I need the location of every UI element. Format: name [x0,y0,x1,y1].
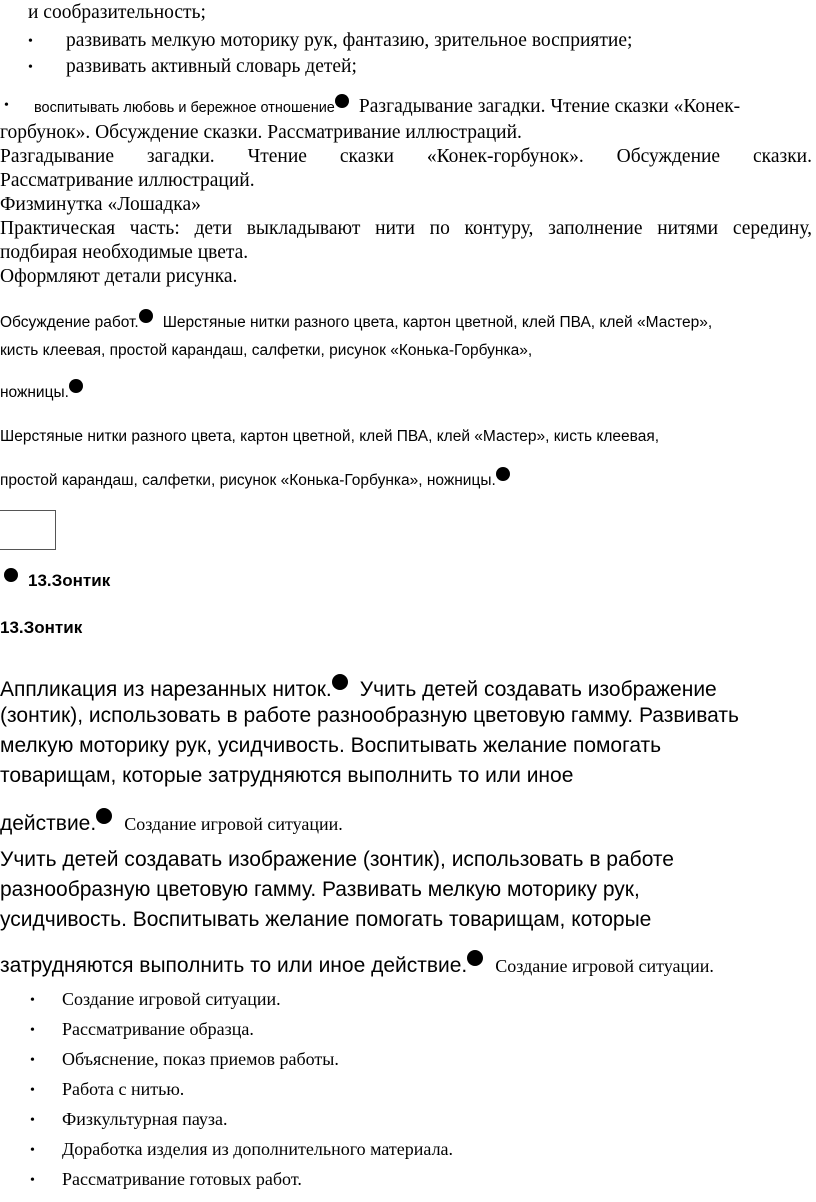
text-line: кисть клеевая, простой карандаш, салфетки, рисунок «Конька-Горбунка», [0,342,533,359]
text-line [0,674,717,702]
text-segment: Шерстяные нитки разного цвета, картон цветной, клей ПВА, клей «Мастер», [162,314,713,331]
text-segment: ножницы. [0,384,69,401]
text-line: мелкую моторику рук, усидчивость. Воспитывать желание помогать [0,734,662,757]
list-item: развивать активный словарь детей; [66,56,357,77]
text-line: усидчивость. Воспитывать желание помогать товарищам, которые [0,908,652,931]
bullet-icon [30,1053,35,1069]
bullet-icon [4,98,9,114]
text-line: Шерстяные нитки разного цвета, картон цветной, клей ПВА, клей «Мастер», кисть клеевая, [0,428,660,445]
circle-bullet-icon [335,94,349,108]
circle-bullet-icon [467,950,483,966]
text-line: горбунок». Обсуждение сказки. Рассматривание иллюстраций. [0,122,522,143]
text-line: и сообразительность; [28,2,206,23]
bullet-icon [28,34,33,50]
circle-bullet-icon [4,568,18,582]
text-line: разнообразную цветовую гамму. Развивать мелкую моторику рук, [0,878,640,901]
text-segment: Аппликация из нарезанных ниток. [0,678,332,701]
list-item-text: Разгадывание загадки. Чтение сказки «Конек- [358,96,741,117]
bullet-icon [30,1023,35,1039]
list-item: Рассматривание образца. [62,1019,254,1039]
text-line [0,379,93,402]
list-item [34,94,740,118]
text-segment: Создание игровой ситуации. [495,956,714,976]
circle-bullet-icon [332,674,348,690]
text-line [0,467,520,490]
list-item: Рассматривание готовых работ. [62,1169,302,1189]
circle-bullet-icon [139,309,153,323]
list-item: Работа с нитью. [62,1079,185,1099]
circle-bullet-icon [96,808,112,824]
text-segment: затрудняются выполнить то или иное действие. [0,954,468,977]
bullet-icon [28,60,33,76]
list-item-label: воспитывать любовь и бережное отношение [34,100,335,116]
list-item: Доработка изделия из дополнительного материала. [62,1139,454,1159]
text-segment: Учить детей создавать изображение [359,678,717,701]
text-line [0,309,712,332]
text-line: товарищам, которые затрудняются выполнить то или иное [0,764,574,787]
circle-bullet-icon [69,379,83,393]
text-line: Рассматривание иллюстраций. [0,170,255,191]
bullet-icon [30,1143,35,1159]
text-segment: Создание игровой ситуации. [124,814,343,834]
empty-box [0,510,56,550]
text-line: подбирая необходимые цвета. [0,242,249,263]
list-item: Создание игровой ситуации. [62,989,281,1009]
text-line [0,808,343,836]
list-item: Объяснение, показ приемов работы. [62,1049,339,1069]
text-segment: простой карандаш, салфетки, рисунок «Конька-Горбунка», ножницы. [0,472,496,489]
bullet-icon [30,993,35,1009]
section-heading: 13.Зонтик [0,618,83,637]
text-line: Учить детей создавать изображение (зонтик), использовать в работе [0,848,674,871]
list-item: Физкультурная пауза. [62,1109,228,1129]
bullet-icon [30,1173,35,1189]
text-line [0,950,714,978]
text-line: Разгадывание загадки. Чтение сказки «Конек-горбунок». Обсуждение сказки. [0,146,812,167]
text-line: Физминутка «Лошадка» [0,194,201,215]
circle-bullet-icon [496,467,510,481]
list-item: развивать мелкую моторику рук, фантазию, зрительное восприятие; [66,30,633,51]
heading-text: 13.Зонтик [28,571,111,590]
text-segment: действие. [0,812,97,835]
text-line: (зонтик), использовать в работе разнообразную цветовую гамму. Развивать [0,704,739,727]
bullet-icon [30,1113,35,1129]
bullet-icon [30,1083,35,1099]
text-segment: Обсуждение работ. [0,314,139,331]
section-heading [4,568,110,591]
text-line: Оформляют детали рисунка. [0,266,238,287]
text-line: Практическая часть: дети выкладывают нити по контуру, заполнение нитями середину, [0,218,812,239]
